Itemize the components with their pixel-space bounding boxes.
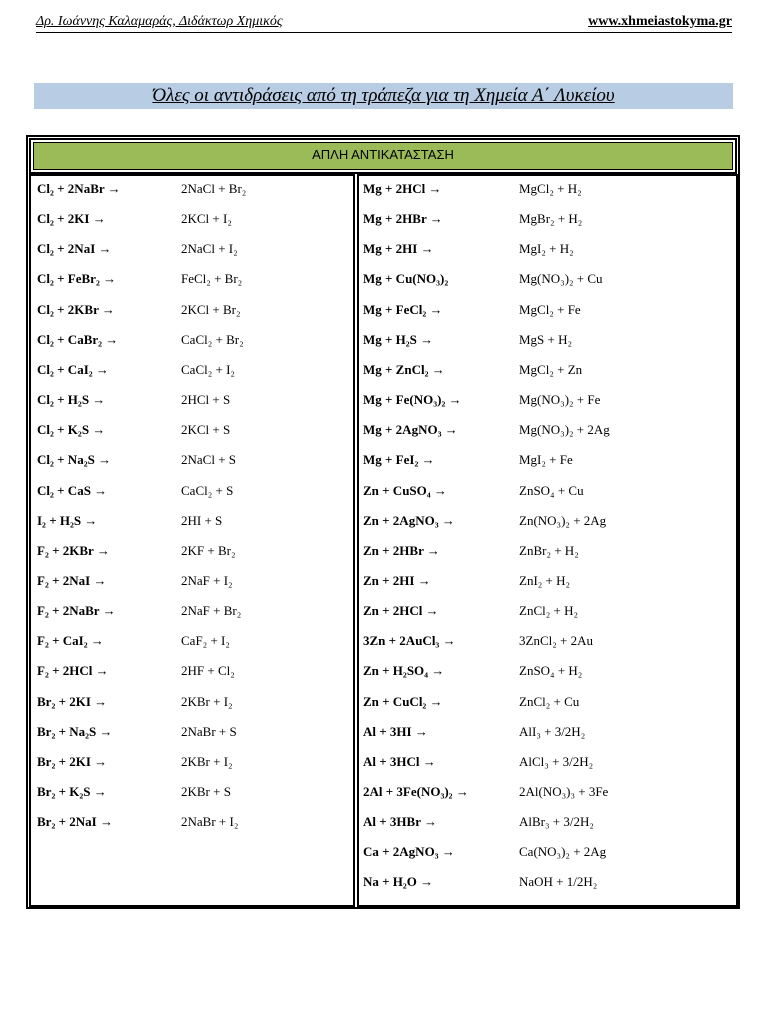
reactants: Zn + 2HI → xyxy=(363,572,431,588)
left-reaction-row xyxy=(31,541,353,561)
products: 2KBr + I₂ xyxy=(181,693,233,709)
right-reaction-row xyxy=(359,661,736,681)
reactants: Cl₂ + CaI₂ → xyxy=(37,361,109,377)
reactants: Na + H₂O → xyxy=(363,874,434,890)
products: ZnBr₂ + H₂ xyxy=(519,542,579,558)
products: 2NaBr + S xyxy=(181,723,237,739)
products: ZnSO₄ + H₂ xyxy=(519,663,583,679)
products: Zn(NO₃)₂ + 2Ag xyxy=(519,512,607,528)
reactants: Al + 3HCl → xyxy=(363,753,436,769)
products: 2HF + Cl₂ xyxy=(181,663,235,679)
products: CaCl₂ + Br₂ xyxy=(181,331,244,347)
right-reaction-row xyxy=(359,722,736,742)
right-reaction-row xyxy=(359,269,736,289)
reactants: Cl₂ + FeBr₂ → xyxy=(37,271,117,287)
products: 2Al(NO₃)₃ + 3Fe xyxy=(519,784,609,799)
left-reaction-row xyxy=(31,269,353,289)
right-reaction-row xyxy=(359,842,736,862)
reactants: Br₂ + 2KI → xyxy=(37,753,108,769)
reactants: Zn + CuCl₂ → xyxy=(363,693,443,709)
reactants: Mg + 2AgNO₃ → xyxy=(363,422,458,438)
left-reaction-row xyxy=(31,722,353,742)
reactants: Zn + 2HCl → xyxy=(363,603,439,619)
reactants: Mg + FeI₂ → xyxy=(363,452,435,468)
products: FeCl₂ + Br₂ xyxy=(181,271,243,287)
right-reaction-row xyxy=(359,571,736,591)
right-reaction-row xyxy=(359,450,736,470)
reactants: Cl₂ + CaBr₂ → xyxy=(37,331,119,347)
reactants: F₂ + 2NaBr → xyxy=(37,603,116,619)
products: ZnCl₂ + Cu xyxy=(519,693,580,709)
reactants: Cl₂ + 2NaBr → xyxy=(37,181,121,196)
left-reaction-row xyxy=(31,752,353,772)
reactants: Mg + 2HCl → xyxy=(363,181,442,196)
products: 2KCl + I₂ xyxy=(181,211,232,227)
reactants: Mg + Fe(NO₃)₂ → xyxy=(363,392,462,408)
reactants: Zn + 2HBr → xyxy=(363,542,440,558)
products: MgCl₂ + Zn xyxy=(519,361,583,377)
products: 2NaCl + S xyxy=(181,452,237,468)
reactants: Zn + H₂SO₄ → xyxy=(363,663,445,679)
products: MgS + H₂ xyxy=(519,331,573,347)
reactants: F₂ + 2KBr → xyxy=(37,542,110,558)
products: NaOH + 1/2H₂ xyxy=(519,874,598,890)
reactants: Br₂ + Na₂S → xyxy=(37,723,113,739)
right-reaction-row xyxy=(359,752,736,772)
page-header xyxy=(36,14,732,33)
products: CaCl₂ + S xyxy=(181,482,234,498)
right-reaction-row xyxy=(359,420,736,440)
halogen-reactions-column xyxy=(29,174,355,907)
left-reaction-row xyxy=(31,812,353,832)
products: AlBr₃ + 3/2H₂ xyxy=(519,814,594,830)
products: ZnI₂ + H₂ xyxy=(519,572,571,588)
reactants: 2Al + 3Fe(NO₃)₂ → xyxy=(363,784,469,799)
right-reaction-row xyxy=(359,782,736,802)
reactants: Br₂ + 2KI → xyxy=(37,693,108,709)
left-reaction-row xyxy=(31,601,353,621)
products: Ca(NO₃)₂ + 2Ag xyxy=(519,844,607,860)
products: 2KBr + I₂ xyxy=(181,753,233,769)
right-reaction-row xyxy=(359,179,736,199)
products: 2NaBr + I₂ xyxy=(181,814,239,830)
products: CaCl₂ + I₂ xyxy=(181,361,235,377)
left-reaction-row xyxy=(31,300,353,320)
reactants: Cl₂ + Na₂S → xyxy=(37,452,112,468)
products: 3ZnCl₂ + 2Au xyxy=(519,633,593,649)
right-reaction-row xyxy=(359,300,736,320)
reactants: Mg + Cu(NO₃)₂ xyxy=(363,271,449,287)
left-reaction-row xyxy=(31,450,353,470)
reactants: Mg + 2HBr → xyxy=(363,211,443,227)
reactants: Zn + 2AgNO₃ → xyxy=(363,512,455,528)
products: AlCl₃ + 3/2H₂ xyxy=(519,753,594,769)
left-reaction-row xyxy=(31,420,353,440)
right-reaction-row xyxy=(359,239,736,259)
products: Mg(NO₃)₂ + 2Ag xyxy=(519,422,610,438)
right-reaction-row xyxy=(359,511,736,531)
products: CaF₂ + I₂ xyxy=(181,633,230,649)
reactants: Cl₂ + H₂S → xyxy=(37,392,106,408)
products: Mg(NO₃)₂ + Fe xyxy=(519,392,601,408)
products: Mg(NO₃)₂ + Cu xyxy=(519,271,603,287)
reactants: Cl₂ + 2KBr → xyxy=(37,301,115,317)
products: 2KCl + Br₂ xyxy=(181,301,241,317)
products: MgCl₂ + H₂ xyxy=(519,181,582,196)
right-reaction-row xyxy=(359,601,736,621)
section-banner xyxy=(29,138,737,174)
metal-reactions-column xyxy=(357,174,738,907)
website-link[interactable]: www.xhmeiastokyma.gr xyxy=(588,14,732,29)
products: MgI₂ + Fe xyxy=(519,452,573,468)
page-title xyxy=(34,83,733,109)
products: MgI₂ + H₂ xyxy=(519,241,574,257)
right-reaction-row xyxy=(359,209,736,229)
reactants: F₂ + 2NaI → xyxy=(37,572,107,588)
right-reaction-row xyxy=(359,541,736,561)
left-reaction-row xyxy=(31,360,353,380)
reactants: Zn + CuSO₄ → xyxy=(363,482,447,498)
reactants: Mg + FeCl₂ → xyxy=(363,301,443,317)
reactants: Mg + ZnCl₂ → xyxy=(363,361,445,377)
products: 2KBr + S xyxy=(181,784,231,799)
right-reaction-row xyxy=(359,872,736,892)
section-heading: ΑΠΛΗ ΑΝΤΙΚΑΤΑΣΤΑΣΗ xyxy=(33,142,733,170)
products: 2HI + S xyxy=(181,512,223,528)
products: ZnCl₂ + H₂ xyxy=(519,603,579,619)
reactants: Mg + H₂S → xyxy=(363,331,434,347)
products: 2KCl + S xyxy=(181,422,231,438)
reactants: Cl₂ + 2KI → xyxy=(37,211,106,227)
products: MgCl₂ + Fe xyxy=(519,301,581,317)
reactants: I₂ + H₂S → xyxy=(37,512,98,528)
right-reaction-row xyxy=(359,692,736,712)
left-reaction-row xyxy=(31,330,353,350)
reactants: Mg + 2HI → xyxy=(363,241,434,257)
reactants: Ca + 2AgNO₃ → xyxy=(363,844,455,860)
products: ZnSO₄ + Cu xyxy=(519,482,584,498)
reactants: F₂ + 2HCl → xyxy=(37,663,109,679)
products: 2HCl + S xyxy=(181,392,231,408)
left-reaction-row xyxy=(31,390,353,410)
reactants: Al + 3HI → xyxy=(363,723,428,739)
right-reaction-row xyxy=(359,812,736,832)
reactants: Cl₂ + CaS → xyxy=(37,482,108,498)
left-reaction-row xyxy=(31,179,353,199)
author-line: Δρ. Ιωάννης Καλαμαράς, Διδάκτωρ Χημικός xyxy=(36,14,283,29)
products: 2KF + Br₂ xyxy=(181,542,236,558)
left-reaction-row xyxy=(31,511,353,531)
right-reaction-row xyxy=(359,330,736,350)
left-reaction-row xyxy=(31,631,353,651)
right-reaction-row xyxy=(359,631,736,651)
reactants: Br₂ + K₂S → xyxy=(37,784,107,799)
left-reaction-row xyxy=(31,661,353,681)
reactants: F₂ + CaI₂ → xyxy=(37,633,104,649)
left-reaction-row xyxy=(31,692,353,712)
reactants: Cl₂ + 2NaI → xyxy=(37,241,112,257)
left-reaction-row xyxy=(31,571,353,591)
reactants: Br₂ + 2NaI → xyxy=(37,814,113,830)
right-reaction-row xyxy=(359,360,736,380)
products: AlI₃ + 3/2H₂ xyxy=(519,723,586,739)
left-reaction-row xyxy=(31,481,353,501)
products: 2NaF + Br₂ xyxy=(181,603,242,619)
reactants: 3Zn + 2AuCl₃ → xyxy=(363,633,456,649)
left-reaction-row xyxy=(31,782,353,802)
products: 2NaF + I₂ xyxy=(181,572,233,588)
left-reaction-row xyxy=(31,209,353,229)
products: MgBr₂ + H₂ xyxy=(519,211,583,227)
left-reaction-row xyxy=(31,239,353,259)
reactants: Al + 3HBr → xyxy=(363,814,437,830)
reactants: Cl₂ + K₂S → xyxy=(37,422,106,438)
products: 2NaCl + Br₂ xyxy=(181,181,247,196)
page-title-text: Όλες οι αντιδράσεις από τη τράπεζα για τη Χημεία Α΄ Λυκείου xyxy=(152,85,615,106)
right-reaction-row xyxy=(359,481,736,501)
products: 2NaCl + I₂ xyxy=(181,241,238,257)
right-reaction-row xyxy=(359,390,736,410)
